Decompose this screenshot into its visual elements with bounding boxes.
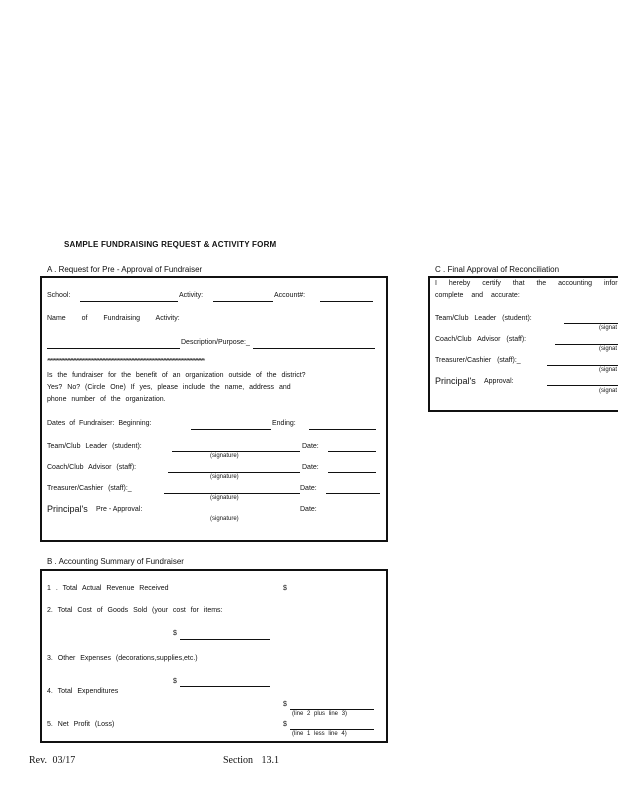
total-expenditures-dollar: $: [283, 701, 287, 708]
cost-of-goods-field[interactable]: [180, 639, 270, 640]
c-treasurer-signature-caption: (signat: [599, 367, 618, 373]
section-b-heading: B . Accounting Summary of Fundraiser: [47, 557, 184, 566]
description-label: Description/Purpose:_: [181, 339, 250, 346]
principal-label-small: Pre - Approval:: [96, 506, 143, 513]
team-leader-signature-field[interactable]: [172, 451, 300, 452]
account-label: Account#:: [274, 292, 306, 299]
footer-section: Section 13.1: [223, 755, 279, 766]
total-expenditures-label: 4. Total Expenditures: [47, 688, 119, 695]
treasurer-date-field[interactable]: [326, 493, 380, 494]
other-expenses-label: 3. Other Expenses (decorations,supplies,etc.): [47, 655, 198, 662]
cost-of-goods-dollar: $: [173, 630, 177, 637]
fundraising-name-label: Name of Fundraising Activity:: [47, 315, 180, 322]
fundraising-name-field[interactable]: [47, 348, 180, 349]
ending-label: Ending:: [272, 420, 296, 427]
other-expenses-field[interactable]: [180, 686, 270, 687]
coach-signature-field[interactable]: [168, 472, 300, 473]
coach-signature-caption: (signature): [210, 474, 239, 480]
c-team-leader-signature-field[interactable]: [564, 323, 618, 324]
total-expenditures-field[interactable]: [290, 709, 374, 710]
dates-label: Dates of Fundraiser: Beginning:: [47, 420, 152, 427]
team-leader-label: Team/Club Leader (student):: [47, 443, 142, 450]
c-team-leader-label: Team/Club Leader (student):: [435, 315, 532, 322]
treasurer-date-label: Date:: [300, 485, 317, 492]
total-revenue-dollar: $: [283, 585, 287, 592]
team-leader-date-field[interactable]: [328, 451, 376, 452]
team-leader-date-label: Date:: [302, 443, 319, 450]
c-principal-signature-field[interactable]: [547, 385, 618, 386]
c-team-leader-signature-caption: (signat: [599, 325, 618, 331]
description-field[interactable]: [253, 348, 375, 349]
net-profit-label: 5. Net Profit (Loss): [47, 721, 115, 728]
c-principal-label-big: Principal's: [435, 376, 476, 386]
c-treasurer-signature-field[interactable]: [547, 365, 618, 366]
principal-date-label: Date:: [300, 506, 317, 513]
c-treasurer-label: Treasurer/Cashier (staff):_: [435, 357, 521, 364]
ending-date-field[interactable]: [309, 429, 376, 430]
team-leader-signature-caption: (signature): [210, 453, 239, 459]
activity-label: Activity:: [179, 292, 204, 299]
treasurer-signature-caption: (signature): [210, 495, 239, 501]
school-label: School:: [47, 292, 71, 299]
beginning-date-field[interactable]: [191, 429, 271, 430]
form-title: SAMPLE FUNDRAISING REQUEST & ACTIVITY FORM: [64, 240, 277, 249]
total-expenditures-note: (line 2 plus line 3): [292, 711, 348, 717]
net-profit-field[interactable]: [290, 729, 374, 730]
coach-label: Coach/Club Advisor (staff):: [47, 464, 137, 471]
principal-signature-caption: (signature): [210, 516, 239, 522]
c-principal-label-small: Approval:: [484, 378, 514, 385]
net-profit-note: (line 1 less line 4): [292, 731, 347, 737]
school-field[interactable]: [80, 301, 178, 302]
total-revenue-label: 1 . Total Actual Revenue Received: [47, 585, 169, 592]
c-coach-label: Coach/Club Advisor (staff):: [435, 336, 527, 343]
coach-date-label: Date:: [302, 464, 319, 471]
section-a-heading: A . Request for Pre - Approval of Fundraiser: [47, 265, 203, 274]
account-field[interactable]: [320, 301, 373, 302]
c-coach-signature-caption: (signat: [599, 346, 618, 352]
c-principal-signature-caption: (signat: [599, 388, 618, 394]
benefit-question-line1: Is the fundraiser for the benefit of an organization outside of the district?: [47, 372, 306, 379]
principal-label-big: Principal's: [47, 504, 88, 514]
coach-date-field[interactable]: [328, 472, 376, 473]
c-coach-signature-field[interactable]: [555, 344, 618, 345]
footer-revision: Rev. 03/17: [29, 755, 76, 766]
benefit-question-line2: Yes? No? (Circle One) If yes, please include the name, address and: [47, 384, 291, 391]
other-expenses-dollar: $: [173, 678, 177, 685]
net-profit-dollar: $: [283, 721, 287, 728]
treasurer-signature-field[interactable]: [164, 493, 300, 494]
benefit-question-line3: phone number of the organization.: [47, 396, 166, 403]
treasurer-label: Treasurer/Cashier (staff):_: [47, 485, 132, 492]
activity-field[interactable]: [213, 301, 273, 302]
certify-line2: complete and accurate:: [435, 292, 520, 299]
separator-asterisks: *******************************************************************************************************: [47, 358, 204, 365]
certify-line1: I hereby certify that the accounting infor: [435, 280, 618, 287]
cost-of-goods-label: 2. Total Cost of Goods Sold (your cost for items:: [47, 607, 223, 614]
section-c-heading: C . Final Approval of Reconciliation: [435, 265, 560, 274]
